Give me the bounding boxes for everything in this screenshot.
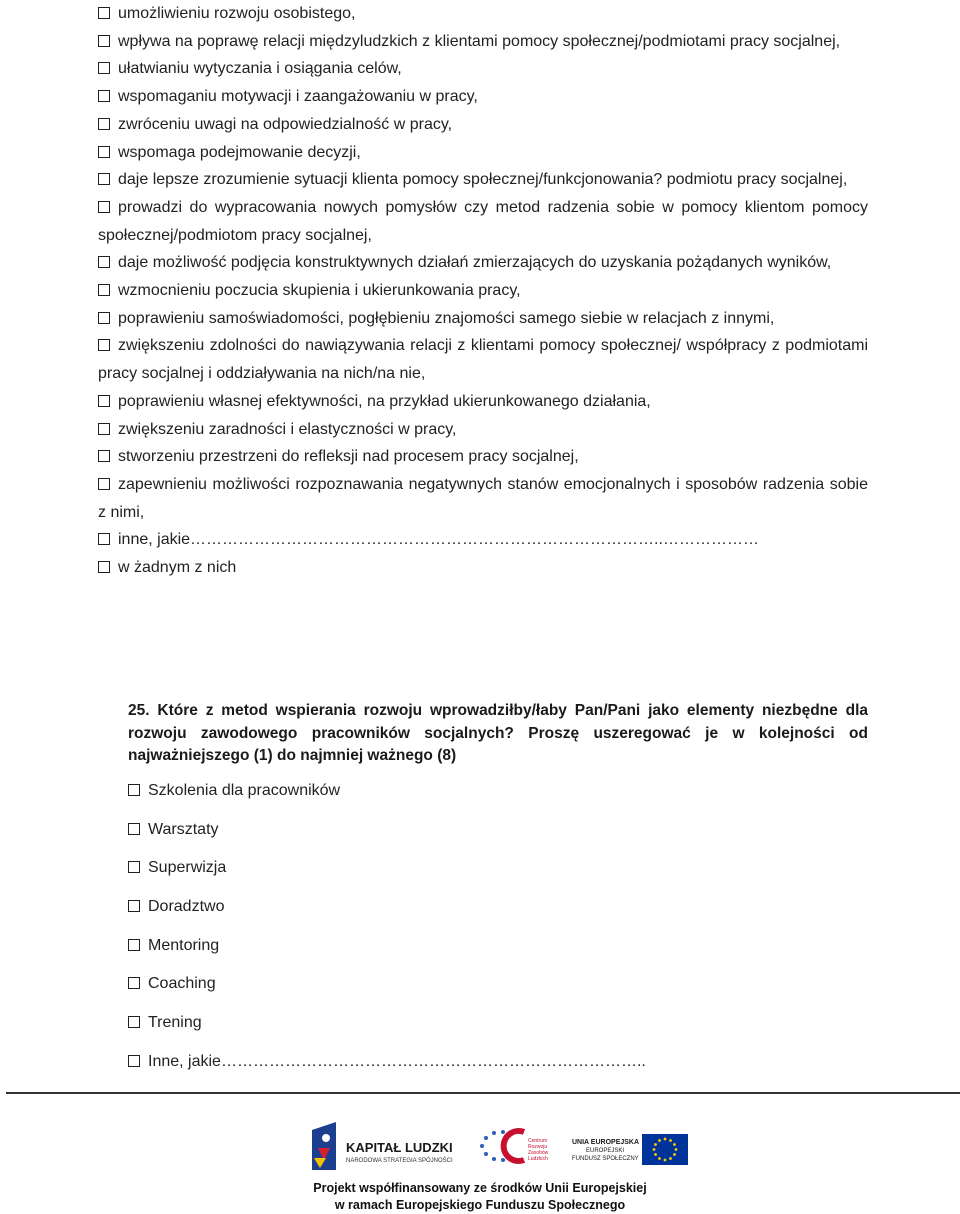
ranking-option[interactable]: Superwizja — [128, 857, 868, 896]
checkbox[interactable] — [98, 312, 110, 324]
checkbox[interactable] — [128, 939, 140, 951]
list-item[interactable]: wspomaganiu motywacji i zaangażowaniu w pracy, — [98, 83, 868, 111]
kl-title: KAPITAŁ LUDZKI — [346, 1140, 453, 1155]
list-item[interactable]: ułatwianiu wytyczania i osiągania celów, — [98, 55, 868, 83]
ranking-option[interactable]: Trening — [128, 1012, 868, 1051]
question-text: 25. Które z metod wspierania rozwoju wprowadziłby/łaby Pan/Pani jako elementy niezbędne dla rozwoju zawodowego pracowników socjalnych? Proszę uszeregować je w kolejności od najważniejszego (1) do najmniej ważnego (8) — [128, 702, 868, 764]
eu-logo — [572, 1134, 688, 1165]
list-item[interactable]: zwiększeniu zdolności do nawiązywania relacji z klientami pomocy społecznej/ współpracy z podmiotami pracy socjalnej i oddziaływania na nich/na nie, — [98, 337, 868, 383]
list-item[interactable]: daje lepsze zrozumienie sytuacji klienta pomocy społecznej/funkcjonowania? podmiotu pracy socjalnej, — [98, 166, 868, 194]
list-item[interactable]: zapewnieniu możliwości rozpoznawania negatywnych stanów emocjonalnych i sposobów radzenia sobie z nimi, — [98, 475, 868, 521]
eu-line-2: EUROPEJSKI — [586, 1148, 625, 1154]
eu-line-1: UNIA EUROPEJSKA — [572, 1139, 640, 1146]
checkbox[interactable] — [98, 450, 110, 462]
crzl-line-1: Centrum — [528, 1138, 548, 1144]
options-list — [98, 0, 868, 582]
checkbox[interactable] — [98, 90, 110, 102]
list-item[interactable]: poprawieniu własnej efektywności, na przykład ukierunkowanego działania, — [98, 388, 868, 416]
checkbox[interactable] — [128, 900, 140, 912]
checkbox[interactable] — [128, 823, 140, 835]
footer-line-1: Projekt współfinansowany ze środków Unii Europejskiej — [313, 1181, 647, 1195]
checkbox[interactable] — [98, 395, 110, 407]
list-item[interactable]: daje możliwość podjęcia konstruktywnych działań zmierzających do uzyskania pożądanych wyników, — [98, 249, 868, 277]
list-item[interactable]: zwróceniu uwagi na odpowiedzialność w pracy, — [98, 111, 868, 139]
list-item[interactable]: inne, jakie……………………………………………………………………………..……………… — [98, 526, 868, 554]
list-item[interactable]: wpływa na poprawę relacji międzyludzkich z klientami pomocy społecznej/podmiotami pracy socjalnej, — [98, 28, 868, 56]
ranking-options-list — [128, 780, 868, 1090]
list-item[interactable]: wzmocnieniu poczucia skupienia i ukierunkowania pracy, — [98, 277, 868, 305]
crzl-logo — [480, 1130, 549, 1162]
crzl-line-4: Ludzkich — [528, 1156, 548, 1162]
footer-divider — [6, 1092, 960, 1094]
checkbox[interactable] — [98, 62, 110, 74]
list-item[interactable]: wspomaga podejmowanie decyzji, — [98, 139, 868, 167]
checkbox[interactable] — [128, 784, 140, 796]
checkbox[interactable] — [98, 201, 110, 213]
list-item[interactable]: poprawieniu samoświadomości, pogłębieniu znajomości samego siebie w relacjach z innymi, — [98, 305, 868, 333]
checkbox[interactable] — [128, 861, 140, 873]
ranking-option[interactable]: Doradztwo — [128, 896, 868, 935]
checkbox[interactable] — [98, 118, 110, 130]
checkbox[interactable] — [98, 146, 110, 158]
checkbox[interactable] — [98, 35, 110, 47]
list-item[interactable]: stworzeniu przestrzeni do refleksji nad procesem pracy socjalnej, — [98, 443, 868, 471]
ranking-option[interactable]: Coaching — [128, 973, 868, 1012]
ranking-option[interactable]: Mentoring — [128, 935, 868, 974]
list-item[interactable]: zwiększeniu zaradności i elastyczności w pracy, — [98, 416, 868, 444]
checkbox[interactable] — [98, 423, 110, 435]
checkbox[interactable] — [128, 1016, 140, 1028]
kl-subtitle: NARODOWA STRATEGIA SPÓJNOŚCI — [346, 1158, 453, 1164]
checkbox[interactable] — [98, 339, 110, 351]
checkbox[interactable] — [98, 256, 110, 268]
crzl-line-2: Rozwoju — [528, 1144, 548, 1150]
checkbox[interactable] — [98, 173, 110, 185]
eu-line-3: FUNDUSZ SPOŁECZNY — [572, 1156, 639, 1162]
sponsor-logos — [0, 1118, 960, 1178]
question-25 — [128, 700, 868, 768]
list-item[interactable]: w żadnym z nich — [98, 554, 868, 582]
checkbox[interactable] — [98, 533, 110, 545]
crzl-line-3: Zasobów — [528, 1150, 549, 1156]
ranking-option[interactable]: Szkolenia dla pracowników — [128, 780, 868, 819]
checkbox[interactable] — [128, 977, 140, 989]
footer-line-2: w ramach Europejskiego Funduszu Społecznego — [334, 1198, 626, 1212]
ranking-option[interactable]: Inne, jakie…………………………………………………………………….. — [128, 1051, 868, 1090]
ranking-option[interactable]: Warsztaty — [128, 819, 868, 858]
kapital-ludzki-logo — [312, 1122, 453, 1170]
list-item[interactable]: prowadzi do wypracowania nowych pomysłów czy metod radzenia sobie w pomocy klientom pomocy społecznej/podmiotom pracy socjalnej, — [98, 198, 868, 244]
checkbox[interactable] — [98, 7, 110, 19]
list-item[interactable]: umożliwieniu rozwoju osobistego, — [98, 0, 868, 28]
checkbox[interactable] — [98, 284, 110, 296]
checkbox[interactable] — [98, 561, 110, 573]
checkbox[interactable] — [98, 478, 110, 490]
checkbox[interactable] — [128, 1055, 140, 1067]
footer — [0, 1180, 960, 1214]
